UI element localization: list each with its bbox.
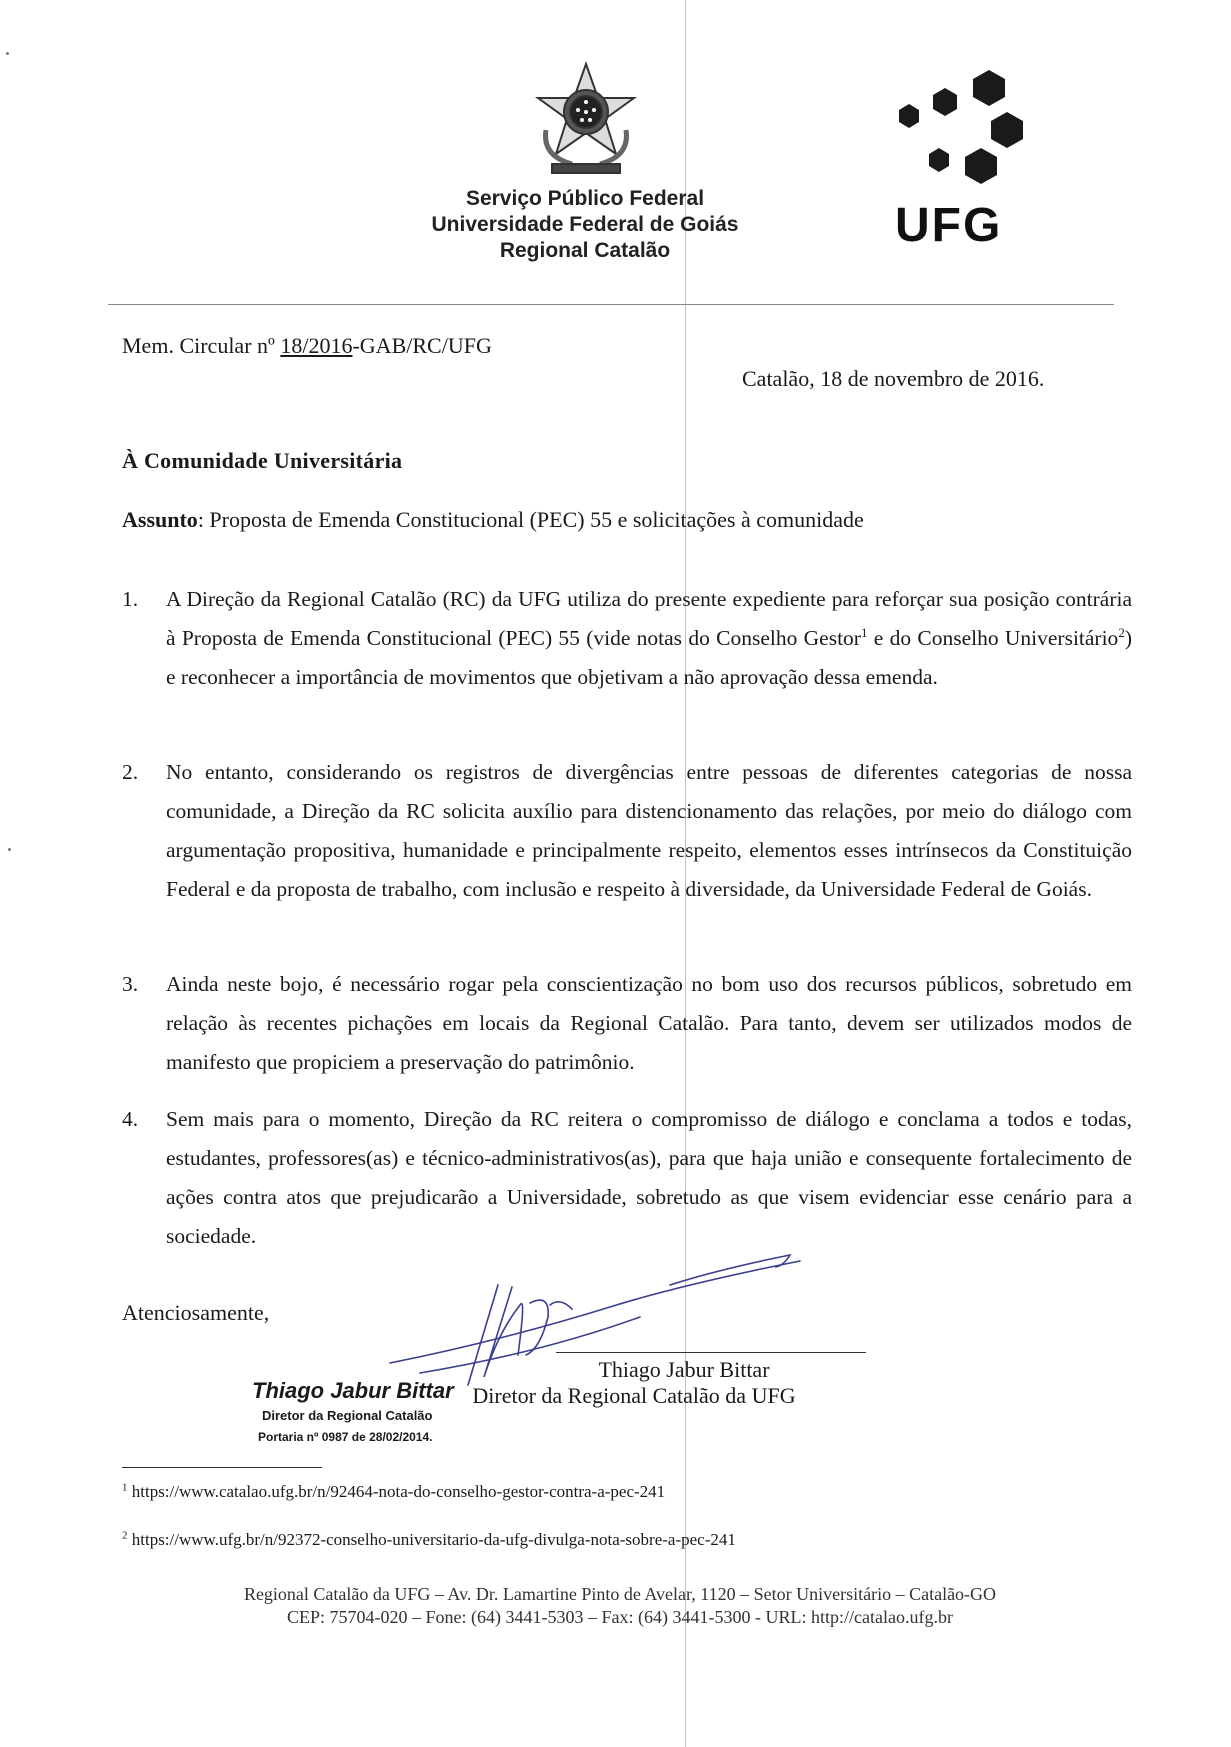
stamp-portaria: Portaria nº 0987 de 28/02/2014. <box>258 1430 433 1444</box>
signatory-role: Diretor da Regional Catalão da UFG <box>472 1383 796 1408</box>
footnote-number: 2 <box>122 1529 128 1542</box>
paragraph-number: 1. <box>122 587 139 611</box>
paragraph-text <box>166 580 1132 697</box>
paragraph-text: No entanto, considerando os registros de divergências entre pessoas de diferentes categorias de nossa comunidade, a Direção da RC solicita auxílio para distencionamento das relações, por meio do diálogo com argumentação propositiva, humanidade e principalmente respeito, elementos esses intrínsecos da Constituição Federal e da proposta de trabalho, com inclusão e respeito à diversidade, da Universidade Federal de Goiás. <box>166 760 1132 901</box>
stamp-name: Thiago Jabur Bittar <box>252 1378 454 1403</box>
paragraph <box>122 1100 1132 1256</box>
paragraph <box>122 580 1132 697</box>
footnote-2 <box>122 1530 736 1550</box>
scan-speck <box>8 848 11 851</box>
closing: Atenciosamente, <box>122 1300 270 1325</box>
footer-contact: CEP: 75704-020 – Fone: (64) 3441-5303 – Fax: (64) 3441-5300 - URL: http://catalao.ufg.br <box>287 1607 953 1627</box>
scan-speck <box>6 52 9 55</box>
paragraph-text-part: ) e reconhecer a importância de movimentos que objetivam a não aprovação dessa emenda. <box>166 626 1132 689</box>
paragraph-text-part: A Direção da Regional Catalão (RC) da UFG utiliza do presente expediente para reforçar sua posição contrária à Proposta de Emenda Constitucional (PEC) 55 (vide notas do Conselho Gestor <box>166 587 1132 650</box>
signatory-name: Thiago Jabur Bittar <box>598 1357 770 1382</box>
header-line-3: Regional Catalão <box>499 239 671 262</box>
paragraph-text: Sem mais para o momento, Direção da RC reitera o compromisso de diálogo e conclama a todos e todas, estudantes, professores(as) e técnico-administrativos(as), para que haja união e consequente fortalecimento de ações contra atos que prejudicarão a Universidade, sobretudo as que visem evidenciar esse cenário para a sociedade. <box>166 1107 1132 1248</box>
paragraph <box>122 965 1132 1082</box>
memo-suffix: -GAB/RC/UFG <box>352 333 492 358</box>
stamp-role: Diretor da Regional Catalão <box>262 1408 433 1423</box>
memo-reference <box>122 333 492 359</box>
memo-prefix: Mem. Circular nº <box>122 333 281 358</box>
recipient-heading: À Comunidade Universitária <box>122 448 403 473</box>
paragraph-number: 4. <box>122 1107 139 1131</box>
footnote-divider <box>122 1467 322 1468</box>
paragraph-text-part: e do Conselho Universitário <box>867 626 1119 650</box>
ufg-logo-icon <box>895 68 1025 186</box>
footer-address: Regional Catalão da UFG – Av. Dr. Lamartine Pinto de Avelar, 1120 – Setor Universitário – Catalão-GO <box>243 1584 997 1604</box>
paragraph <box>122 753 1132 909</box>
memo-date: Catalão, 18 de novembro de 2016. <box>742 366 1045 391</box>
footnote-ref-2: 2 <box>1118 624 1125 640</box>
header-divider <box>108 304 1114 305</box>
signature-line <box>556 1352 866 1353</box>
footnote-ref-1: 1 <box>860 624 868 640</box>
header-line-2: Universidade Federal de Goiás <box>431 213 739 236</box>
paragraph-number: 2. <box>122 760 139 784</box>
subject-line <box>122 507 864 533</box>
footnote-number: 1 <box>122 1481 128 1494</box>
ufg-logo-text: UFG <box>895 199 1003 252</box>
subject-label: Assunto <box>122 507 198 532</box>
footnote-url: https://www.ufg.br/n/92372-conselho-universitario-da-ufg-divulga-nota-sobre-a-pec-241 <box>131 1530 736 1549</box>
footnote-1 <box>122 1482 665 1502</box>
paragraph-number: 3. <box>122 972 139 996</box>
coat-of-arms-emblem <box>532 60 640 178</box>
footnote-url: https://www.catalao.ufg.br/n/92464-nota-do-conselho-gestor-contra-a-pec-241 <box>131 1482 666 1501</box>
header-line-1: Serviço Público Federal <box>465 187 705 210</box>
paragraph-text: Ainda neste bojo, é necessário rogar pela conscientização no bom uso dos recursos públicos, sobretudo em relação às recentes pichações em locais da Regional Catalão. Para tanto, devem ser utilizados modos de manifesto que propiciem a preservação do patrimônio. <box>166 972 1132 1074</box>
memo-number: 18/2016 <box>280 333 353 358</box>
subject-text: : Proposta de Emenda Constitucional (PEC) 55 e solicitações à comunidade <box>197 507 864 532</box>
